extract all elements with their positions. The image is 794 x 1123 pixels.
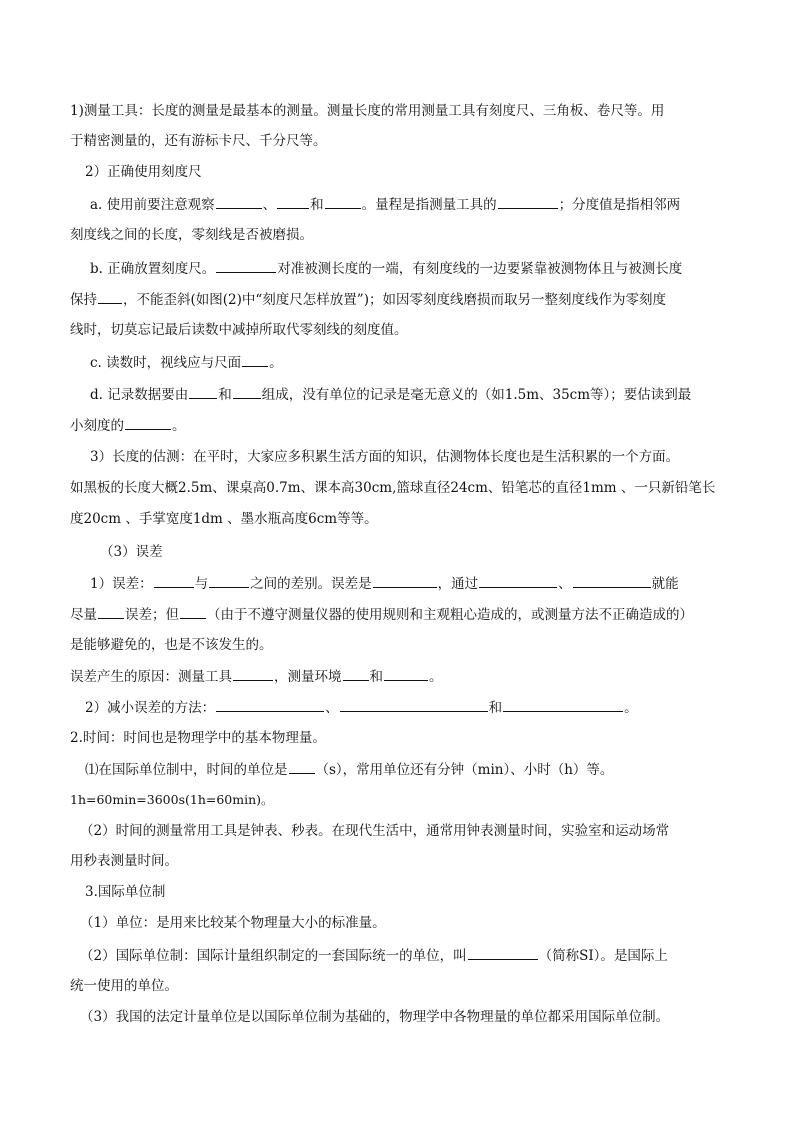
paragraph-line: 刻度线之间的长度，零刻线是否被磨损。: [70, 227, 313, 243]
fill-blank[interactable]: [343, 666, 369, 681]
fill-blank[interactable]: [180, 604, 206, 619]
text-segment: 误差产生的原因：测量工具: [70, 669, 232, 685]
text-segment: 。: [429, 669, 443, 685]
fill-blank[interactable]: [216, 194, 262, 209]
text-segment: ，通过: [437, 576, 479, 592]
text-segment: ⑴在国际单位制中，时间的单位是: [85, 762, 288, 778]
text-segment: 就能: [651, 576, 679, 592]
text-segment: 、: [262, 197, 277, 213]
fill-blank[interactable]: [233, 666, 273, 681]
paragraph-line: [90, 194, 680, 215]
text-segment: 小刻度的: [70, 418, 124, 434]
text-segment: 。: [172, 418, 186, 434]
fill-blank[interactable]: [503, 697, 623, 712]
paragraph-line: [90, 573, 679, 594]
text-segment: a. 使用前要注意观察: [90, 197, 215, 213]
text-segment: ，不能歪斜(如图(2)中“刻度尺怎样放置”)；如因零刻度线磨损而取另一整刻度线作为零刻度: [123, 292, 666, 308]
fill-blank[interactable]: [189, 384, 217, 399]
text-segment: ；分度值是指相邻两: [558, 197, 681, 213]
paragraph-line: [90, 384, 691, 405]
paragraph-line: 于精密测量的，还有游标卡尺、千分尺等。: [70, 133, 327, 149]
paragraph-line: [70, 604, 693, 625]
text-segment: 误差；但: [125, 607, 179, 623]
text-segment: 、: [558, 576, 572, 592]
fill-blank[interactable]: [98, 289, 122, 304]
paragraph-line: 统一使用的单位。: [70, 978, 178, 994]
paragraph-line: 是能够避免的，也是不该发生的。: [70, 637, 273, 653]
paragraph-line: [90, 352, 283, 373]
fill-blank[interactable]: [498, 194, 558, 209]
fill-blank[interactable]: [340, 697, 488, 712]
text-segment: 与: [194, 576, 209, 592]
fill-blank[interactable]: [468, 945, 538, 960]
paragraph-line: （1）单位：是用来比较某个物理量大小的标准量。: [80, 915, 386, 931]
text-segment: 组成，没有单位的记录是毫无意义的（如1.5m、35cm等）；要估读到最: [261, 387, 692, 403]
fill-blank[interactable]: [277, 194, 309, 209]
paragraph-line: [85, 759, 613, 780]
text-segment: 保持: [70, 292, 97, 308]
paragraph-line: [90, 258, 682, 279]
text-segment: 和: [369, 669, 383, 685]
text-segment: 和: [218, 387, 232, 403]
paragraph-line: 如黑板的长度大概2.5m、课桌高0.7m、课本高30cm,篮球直径24cm、铅笔芯的直径1mm 、一只新铅笔长: [70, 480, 716, 496]
fill-blank[interactable]: [216, 258, 276, 273]
text-segment: ，测量环境: [274, 669, 342, 685]
fill-blank[interactable]: [289, 759, 315, 774]
section-heading: 3.国际单位制: [85, 884, 166, 900]
fill-blank[interactable]: [384, 666, 428, 681]
text-segment: 2）减小误差的方法：: [85, 700, 216, 716]
fill-blank[interactable]: [373, 573, 437, 588]
paragraph-line: 用秒表测量时间。: [70, 853, 178, 869]
text-segment: c. 读数时，视线应与尺面: [90, 355, 242, 371]
paragraph-line: [70, 415, 186, 436]
paragraph-line: 线时，切莫忘记最后读数中减掉所取代零刻线的刻度值。: [70, 322, 408, 338]
paragraph-line: [70, 666, 443, 687]
paragraph-line: 3）长度的估测：在平时，大家应多积累生活方面的知识，估测物体长度也是生活积累的一个方面。: [90, 449, 680, 465]
paragraph-line: [85, 697, 638, 718]
text-segment: 尽量: [70, 607, 97, 623]
text-segment: 和: [488, 700, 503, 716]
text-segment: 1）误差：: [90, 576, 153, 592]
text-segment: （由于不遵守测量仪器的使用规则和主观粗心造成的，或测量方法不正确造成的）: [207, 607, 693, 623]
fill-blank[interactable]: [98, 604, 124, 619]
fill-blank[interactable]: [479, 573, 557, 588]
section-heading: 2）正确使用刻度尺: [85, 164, 202, 180]
text-segment: 。: [269, 355, 283, 371]
fill-blank[interactable]: [233, 384, 261, 399]
fill-blank[interactable]: [216, 697, 324, 712]
paragraph-line: [80, 945, 668, 966]
fill-blank[interactable]: [154, 573, 194, 588]
text-segment: b. 正确放置刻度尺。: [90, 261, 216, 277]
text-segment: （简称SI）。是国际上: [538, 948, 668, 964]
text-segment: 和: [310, 197, 324, 213]
text-segment: （2）国际单位制：国际计量组织制定的一套国际统一的单位，叫: [80, 948, 467, 964]
fill-blank[interactable]: [242, 352, 268, 367]
text-segment: 对准被测长度的一端，有刻度线的一边要紧靠被测物体且与被测长度: [277, 261, 683, 277]
section-heading: （3）误差: [100, 544, 163, 560]
section-heading: 2.时间：时间也是物理学中的基本物理量。: [70, 730, 326, 746]
text-segment: d. 记录数据要由: [90, 387, 189, 403]
fill-blank[interactable]: [573, 573, 651, 588]
fill-blank[interactable]: [209, 573, 249, 588]
paragraph-line: 1h=60min=3600s(1h=60min)。: [70, 792, 274, 807]
fill-blank[interactable]: [325, 194, 361, 209]
fill-blank[interactable]: [125, 415, 171, 430]
text-segment: 。量程是指测量工具的: [361, 197, 497, 213]
paragraph-line: （2）时间的测量常用工具是钟表、秒表。在现代生活中，通常用钟表测量时间，实验室和运动场常: [80, 823, 670, 839]
text-segment: 、: [325, 700, 339, 716]
text-segment: 。: [624, 700, 638, 716]
text-segment: 之间的差别。误差是: [250, 576, 372, 592]
paragraph-line: （3）我国的法定计量单位是以国际单位制为基础的，物理学中各物理量的单位都采用国际单位制。: [80, 1009, 670, 1025]
paragraph-line: [70, 289, 666, 310]
text-segment: （s），常用单位还有分钟（min）、小时（h）等。: [315, 762, 614, 778]
paragraph-line: 1)测量工具：长度的测量是最基本的测量。测量长度的常用测量工具有刻度尺、三角板、卷尺等。用: [70, 103, 665, 119]
paragraph-line: 度20cm 、手掌宽度1dm 、墨水瓶高度6cm等等。: [70, 511, 378, 527]
